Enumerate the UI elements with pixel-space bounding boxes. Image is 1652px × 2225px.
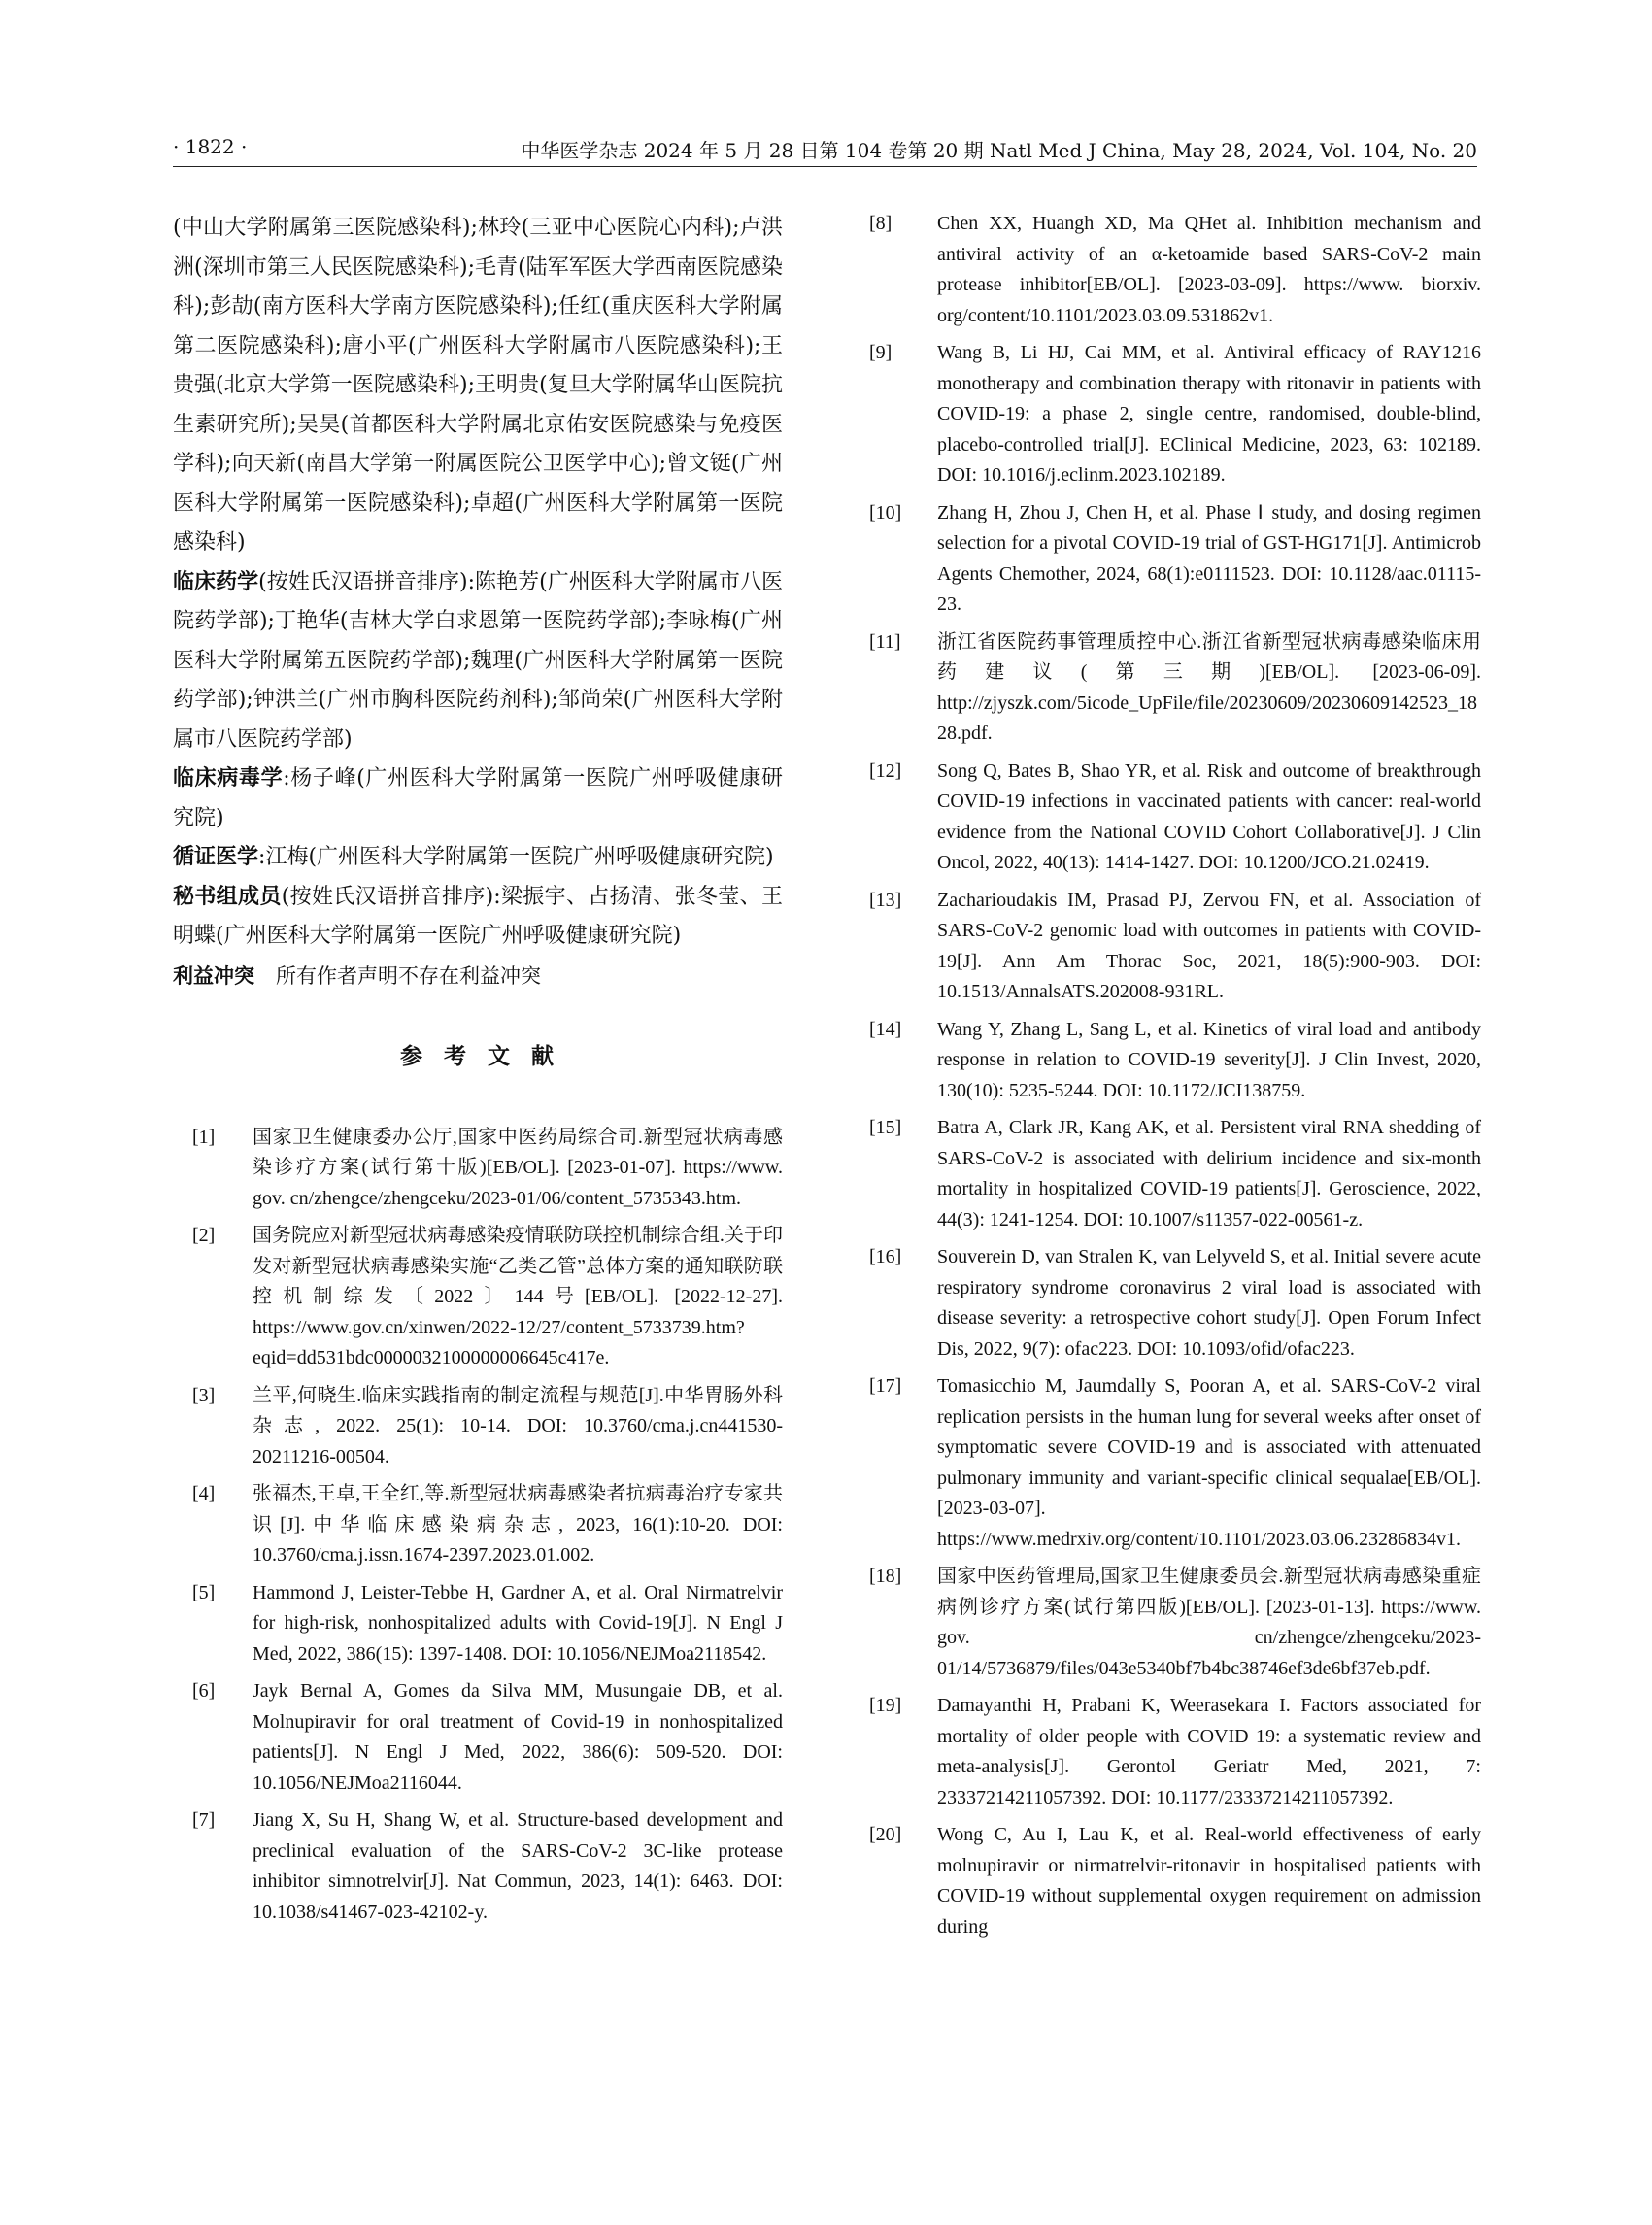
reference-text: Song Q, Bates B, Shao YR, et al. Risk and outcome of breakthrough COVID-19 infections in vaccinated patients with cancer: real-world evidence from the National COVID Cohort Collaborative[J]. J Clin Oncol, 2022, 40(13): 1414-1427. DOI: 10.1200/JCO.21.02419. bbox=[937, 759, 1481, 873]
reference-text: Chen XX, Huangh XD, Ma QHet al. Inhibition mechanism and antiviral activity of an α-ketoamide based SARS-CoV-2 main protease inhibitor[EB/OL]. [2023-03-09]. https://www. biorxiv. org/content/10.1101/2023.03.09.531862v1. bbox=[937, 213, 1481, 326]
reference-number: [13] bbox=[869, 889, 902, 911]
reference-number: [11] bbox=[869, 630, 901, 653]
reference-text: Souverein D, van Stralen K, van Lelyveld S, et al. Initial severe acute respiratory syndrome coronavirus 2 viral load is associated with disease severity: a retrospective cohort study[J]. Open Forum Infect Dis, 2022, 9(7): ofac223. DOI: 10.1093/ofid/ofac223. bbox=[937, 1246, 1481, 1360]
reference-text: Jayk Bernal A, Gomes da Silva MM, Musungaie DB, et al. Molnupiravir for oral treatment of Covid-19 in nonhospitalized patients[J]. N Engl J Med, 2022, 386(6): 509-520. DOI: 10.1056/NEJMoa2116044. bbox=[253, 1680, 783, 1794]
reference-item bbox=[869, 1242, 1481, 1365]
reference-text: Wong C, Au I, Lau K, et al. Real-world effectiveness of early molnupiravir or nirmatrelvir-ritonavir in hospitalised patients with COVID-19 without supplemental oxygen requirement on admission during bbox=[937, 1824, 1481, 1938]
contributor-group-pharmacy: 临床药学(按姓氏汉语拼音排序):陈艳芳(广州医科大学附属市八医院药学部);丁艳华(吉林大学白求恩第一医院药学部);李咏梅(广州医科大学附属第五医院药学部);魏理(广州医科大学附属第一医院药学部);钟洪兰(广州市胸科医院药剂科);邹尚荣(广州医科大学附属市八医院药学部) bbox=[173, 569, 783, 752]
references-heading: 参考文献 bbox=[400, 1043, 575, 1069]
reference-text: 张福杰,王卓,王全红,等.新型冠状病毒感染者抗病毒治疗专家共识[J].中华临床感染病杂志, 2023, 16(1):10-20. DOI: 10.3760/cma.j.issn.1674-2397.2023.01.002. bbox=[253, 1483, 783, 1566]
reference-item bbox=[869, 338, 1481, 491]
reference-text: 国家卫生健康委办公厅,国家中医药局综合司.新型冠状病毒感染诊疗方案(试行第十版)[EB/OL]. [2023-01-07]. https://www. gov. cn/zhengce/zhengceku/2023-01/06/content_5735343.htm. bbox=[253, 1126, 783, 1209]
reference-item bbox=[869, 209, 1481, 331]
reference-item bbox=[173, 1578, 783, 1670]
reference-item bbox=[173, 1805, 783, 1928]
reference-item bbox=[173, 1676, 783, 1799]
reference-number: [8] bbox=[869, 213, 893, 234]
reference-text: Zhang H, Zhou J, Chen H, et al. Phase Ⅰ study, and dosing regimen selection for a pivotal COVID-19 trial of GST-HG171[J]. Antimicrob Agents Chemother, 2024, 68(1):e0111523. DOI: 10.1128/aac.01115-23. bbox=[937, 501, 1481, 615]
reference-number: [12] bbox=[869, 759, 902, 782]
journal-citation-line: 中华医学杂志 2024 年 5 月 28 日第 104 卷第 20 期 Natl Med J China, May 28, 2024, Vol. 104, No. 20 bbox=[521, 139, 1477, 162]
reference-number: [20] bbox=[869, 1824, 902, 1845]
contributor-group-evidence-medicine: 循证医学:江梅(广州医科大学附属第一医院广州呼吸健康研究院) bbox=[173, 845, 774, 869]
reference-text: Hammond J, Leister-Tebbe H, Gardner A, et al. Oral Nirmatrelvir for high-risk, nonhospitalized adults with Covid-19[J]. N Engl J Med, 2022, 386(15): 1397-1408. DOI: 10.1056/NEJMoa2118542. bbox=[253, 1581, 783, 1665]
reference-text: 国务院应对新型冠状病毒感染疫情联防联控机制综合组.关于印发对新型冠状病毒感染实施“乙类乙管”总体方案的通知联防联控机制综发〔2022〕144号[EB/OL]. [2022-12-27]. https://www.gov.cn/xinwen/2022-12/27/content_5733739.htm?eqid=dd531bdc0000032100000006645c417e. bbox=[253, 1225, 783, 1368]
reference-item bbox=[173, 1221, 783, 1374]
reference-number: [14] bbox=[869, 1018, 902, 1040]
reference-number: [10] bbox=[869, 501, 902, 523]
contributor-text-continued: (中山大学附属第三医院感染科);林玲(三亚中心医院心内科);卢洪洲(深圳市第三人民医院感染科);毛青(陆军军医大学西南医院感染科);彭劼(南方医科大学南方医院感染科);任红(重庆医科大学附属第二医院感染科);唐小平(广州医科大学附属市八医院感染科);王贵强(北京大学第一医院感染科);王明贵(复旦大学附属华山医院抗生素研究所);吴昊(首都医科大学附属北京佑安医院感染与免疫医学科);向天新(南昌大学第一附属医院公卫医学中心);曾文铤(广州医科大学附属第一医院感染科);卓超(广州医科大学附属第一医院感染科) bbox=[173, 216, 783, 555]
reference-list-right bbox=[869, 209, 1481, 1942]
reference-number: [9] bbox=[869, 342, 893, 363]
reference-item bbox=[173, 1381, 783, 1473]
reference-text: Damayanthi H, Prabani K, Weerasekara I. Factors associated for mortality of older people with COVID 19: a systematic review and meta-analysis[J]. Gerontol Geriatr Med, 2021, 7: 23337214211057392. DOI: 10.1177/23337214211057392. bbox=[937, 1695, 1481, 1808]
reference-number: [18] bbox=[869, 1566, 902, 1587]
reference-item bbox=[869, 1113, 1481, 1235]
reference-number: [7] bbox=[192, 1809, 216, 1831]
reference-number: [19] bbox=[869, 1695, 902, 1716]
right-column bbox=[869, 209, 1481, 1949]
reference-text: Batra A, Clark JR, Kang AK, et al. Persistent viral RNA shedding of SARS-CoV-2 is associated with delirium incidence and six-month mortality in hospitalized COVID-19 patients[J]. Geroscience, 2022, 44(3): 1241-1254. DOI: 10.1007/s11357-022-00561-z. bbox=[937, 1117, 1481, 1230]
running-header bbox=[173, 133, 1477, 167]
conflict-of-interest: 利益冲突 所有作者声明不存在利益冲突 bbox=[173, 963, 541, 988]
reference-text: Wang B, Li HJ, Cai MM, et al. Antiviral efficacy of RAY1216 monotherapy and combination therapy with ritonavir in patients with COVID-19: a phase 2, single centre, randomised, double-blind, placebo-controlled trial[J]. EClinical Medicine, 2023, 63: 102189. DOI: 10.1016/j.eclinm.2023.102189. bbox=[937, 342, 1481, 486]
reference-number: [5] bbox=[192, 1581, 216, 1603]
reference-item bbox=[173, 1479, 783, 1571]
reference-item bbox=[869, 627, 1481, 750]
reference-number: [6] bbox=[192, 1680, 216, 1702]
reference-text: Zacharioudakis IM, Prasad PJ, Zervou FN, et al. Association of SARS-CoV-2 genomic load with outcomes in patients with COVID-19[J]. Ann Am Thorac Soc, 2021, 18(5):900-903. DOI: 10.1513/AnnalsATS.202008-931RL. bbox=[937, 889, 1481, 1002]
reference-item bbox=[869, 886, 1481, 1008]
reference-item bbox=[869, 1015, 1481, 1107]
reference-text: 国家中医药管理局,国家卫生健康委员会.新型冠状病毒感染重症病例诊疗方案(试行第四版)[EB/OL]. [2023-01-13]. https://www. gov. cn/zhengce/zhengceku/2023-01/14/5736879/files/043e5340bf7b4bc38746ef3de6bf37eb.pdf. bbox=[937, 1566, 1481, 1679]
reference-item bbox=[173, 1123, 783, 1215]
reference-text: 浙江省医院药事管理质控中心.浙江省新型冠状病毒感染临床用药建议(第三期)[EB/OL]. [2023-06-09]. http://zjyszk.com/5icode_UpFile/file/20230609/20230609142523_1828.pdf. bbox=[937, 630, 1481, 744]
page-number: · 1822 · bbox=[173, 135, 248, 158]
reference-item bbox=[869, 498, 1481, 621]
reference-item bbox=[869, 1371, 1481, 1555]
reference-item bbox=[869, 1691, 1481, 1813]
reference-number: [1] bbox=[192, 1126, 216, 1148]
reference-text: Wang Y, Zhang L, Sang L, et al. Kinetics of viral load and antibody response in relation to COVID-19 severity[J]. J Clin Invest, 2020, 130(10): 5235-5244. DOI: 10.1172/JCI138759. bbox=[937, 1018, 1481, 1101]
contributor-group-virology: 临床病毒学:杨子峰(广州医科大学附属第一医院广州呼吸健康研究院) bbox=[173, 766, 783, 830]
reference-item bbox=[869, 757, 1481, 879]
reference-text: Tomasicchio M, Jaumdally S, Pooran A, et al. SARS-CoV-2 viral replication persists in the human lung for several weeks after onset of symptomatic severe COVID-19 and is associated with attenuated pulmonary immunity and variant-specific clinical sequalae[EB/OL]. [2023-03-07]. https://www.medrxiv.org/content/10.1101/2023.03.06.23286834v1. bbox=[937, 1375, 1481, 1550]
left-column bbox=[173, 209, 783, 1935]
reference-text: Jiang X, Su H, Shang W, et al. Structure-based development and preclinical evaluation of the SARS-CoV-2 3C-like protease inhibitor simnotrelvir[J]. Nat Commun, 2023, 14(1): 6463. DOI: 10.1038/s41467-023-42102-y. bbox=[253, 1809, 783, 1923]
reference-number: [16] bbox=[869, 1246, 902, 1267]
reference-number: [3] bbox=[192, 1384, 216, 1406]
reference-text: 兰平,何晓生.临床实践指南的制定流程与规范[J].中华胃肠外科杂志, 2022. 25(1): 10-14. DOI: 10.3760/cma.j.cn441530-20211216-00504. bbox=[253, 1384, 783, 1467]
reference-number: [2] bbox=[192, 1225, 216, 1246]
reference-number: [15] bbox=[869, 1117, 902, 1138]
reference-number: [4] bbox=[192, 1483, 216, 1504]
reference-list-left bbox=[173, 1123, 783, 1929]
reference-item bbox=[869, 1820, 1481, 1942]
reference-item bbox=[869, 1562, 1481, 1684]
contributor-group-secretariat: 秘书组成员(按姓氏汉语拼音排序):梁振宇、占扬清、张冬莹、王明蝶(广州医科大学附属第一医院广州呼吸健康研究院) bbox=[173, 884, 783, 948]
reference-number: [17] bbox=[869, 1375, 902, 1397]
